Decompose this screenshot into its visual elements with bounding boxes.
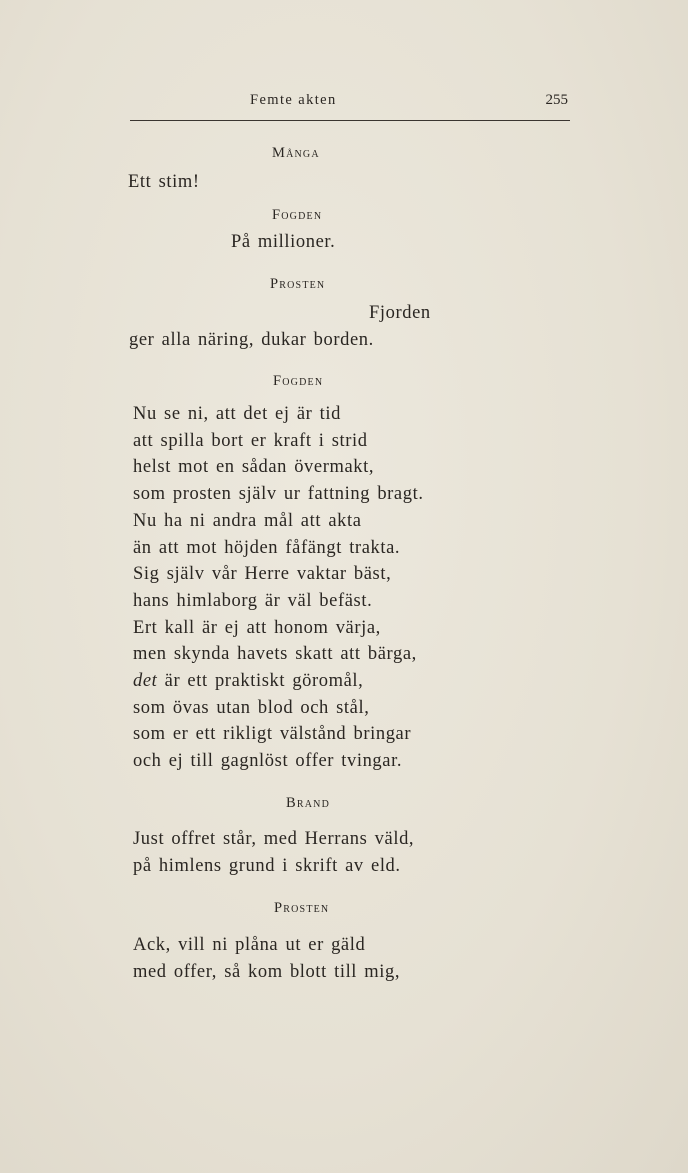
verse-line: än att mot höjden fåfängt trakta. xyxy=(133,537,401,558)
verse-line: Nu se ni, att det ej är tid xyxy=(133,404,341,424)
verse-line: och ej till gagnlöst offer tvingar. xyxy=(133,751,403,772)
verse-line: hans himlaborg är väl befäst. xyxy=(133,590,373,611)
speaker-brand: Brand xyxy=(286,795,331,811)
verse-line: Ack, vill ni plåna ut er gäld xyxy=(133,935,366,955)
emphasized-word: det xyxy=(133,671,158,692)
speaker-manga: Många xyxy=(272,145,320,161)
speaker-fogden: Fogden xyxy=(272,207,323,223)
verse-line: som prosten själv ur fattning bragt. xyxy=(133,484,424,505)
verse-line: Just offret står, med Herrans väld, xyxy=(133,829,415,849)
verse-line: som övas utan blod och stål, xyxy=(133,697,370,718)
running-title: Femte akten xyxy=(250,92,337,108)
verse-line: på himlens grund i skrift av eld. xyxy=(133,855,401,876)
verse-line: Fjorden xyxy=(369,303,431,323)
verse-line: Nu ha ni andra mål att akta xyxy=(133,510,362,531)
verse-line-with-emphasis xyxy=(133,668,424,695)
verse-line: men skynda havets skatt att bärga, xyxy=(133,644,417,665)
verse-line: som er ett rikligt välstånd bringar xyxy=(133,724,412,745)
verse-line: Sig själv vår Herre vaktar bäst, xyxy=(133,564,392,585)
verse-line: ger alla näring, dukar borden. xyxy=(129,330,374,350)
verse-line: På millioner. xyxy=(231,232,336,252)
speaker-prosten: Prosten xyxy=(274,900,330,916)
verse-line: Ert kall är ej att honom värja, xyxy=(133,617,381,638)
verse-line: att spilla bort er kraft i strid xyxy=(133,430,368,451)
verse-block xyxy=(133,401,424,775)
verse-line: helst mot en sådan övermakt, xyxy=(133,457,375,478)
verse-line: med offer, så kom blott till mig, xyxy=(133,961,401,982)
verse-block xyxy=(133,826,414,879)
verse-block xyxy=(133,932,400,985)
speaker-prosten: Prosten xyxy=(270,276,326,292)
verse-line: Ett stim! xyxy=(128,172,200,192)
page-header xyxy=(130,90,570,121)
verse-line-rest: är ett praktiskt göromål, xyxy=(164,671,364,692)
page-number: 255 xyxy=(545,92,568,108)
speaker-fogden: Fogden xyxy=(273,373,324,389)
